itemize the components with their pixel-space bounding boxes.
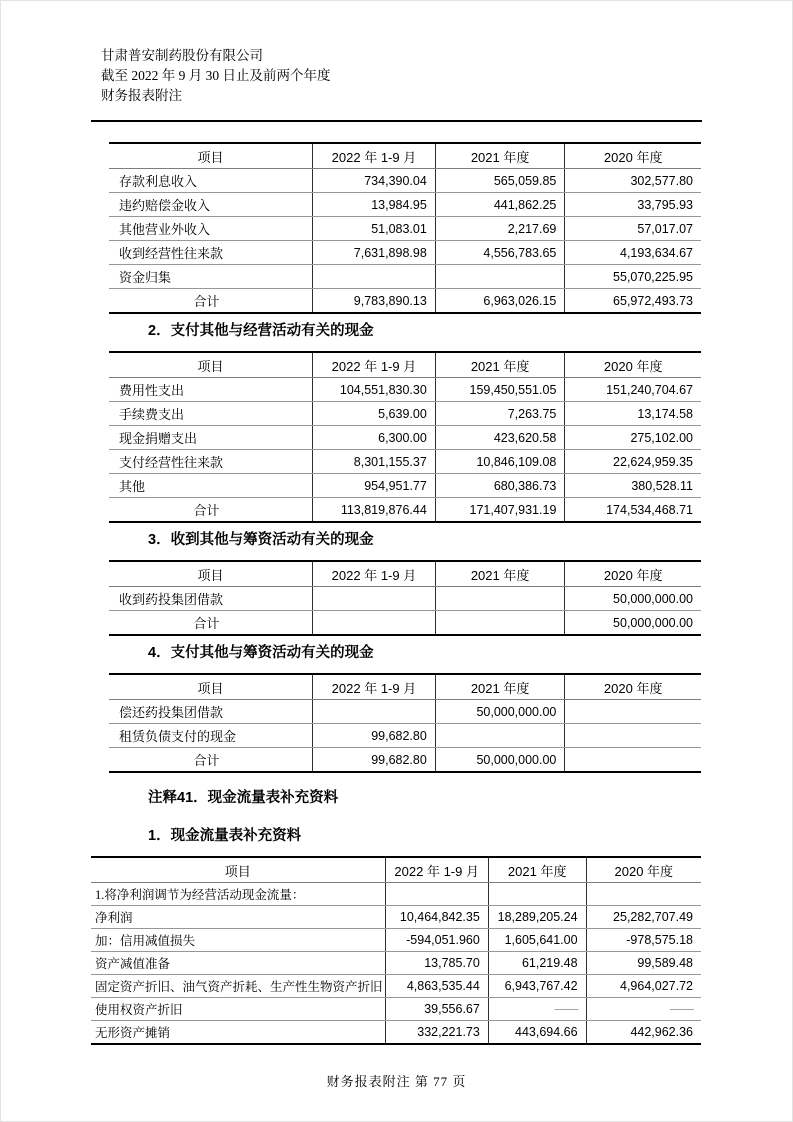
cell-value: 18,289,205.24 [488,906,586,929]
cell-value: —— [488,998,586,1021]
table-row [109,169,701,193]
row-label: 其他营业外收入 [109,217,313,241]
cell-value: 2,217.69 [435,217,565,241]
table-row [91,906,701,929]
cell-value: 7,263.75 [435,402,565,426]
cell-value: 25,282,707.49 [586,906,701,929]
row-label: 合计 [193,503,220,518]
row-label: 合计 [193,753,220,768]
cell-value: 423,620.58 [435,426,565,450]
table-row [109,700,701,724]
row-label: 租赁负债支付的现金 [109,724,313,748]
cell-value: 99,682.80 [313,724,436,748]
period-line: 截至 2022 年 9 月 30 日止及前两个年度 [101,68,331,83]
table-row [91,998,701,1021]
table-header-row [109,143,701,169]
column-header: 项目 [109,561,313,587]
cell-value: 8,301,155.37 [313,450,436,474]
cell-value: 1,605,641.00 [488,929,586,952]
cell-value: 10,464,842.35 [385,906,488,929]
column-header: 2022 年 1-9 月 [313,561,436,587]
column-header: 2022 年 1-9 月 [313,143,436,169]
row-label: 净利润 [91,906,385,929]
row-label: 手续费支出 [109,402,313,426]
cell-value: 174,534,468.71 [565,498,701,523]
section-heading-3: 3．收到其他与筹资活动有关的现金 [148,532,374,548]
cell-value [488,883,586,906]
row-label: 费用性支出 [109,378,313,402]
cell-value: 6,943,767.42 [488,975,586,998]
cell-value: 13,984.95 [313,193,436,217]
cell-value [313,265,436,289]
note41-heading: 注释41．现金流量表补充资料 [148,790,339,806]
cell-value: 99,589.48 [586,952,701,975]
column-header: 项目 [109,143,313,169]
cell-value: 442,962.36 [586,1021,701,1045]
table-row [109,265,701,289]
table-header-row [109,561,701,587]
column-header: 2022 年 1-9 月 [313,674,436,700]
other-operating-cash-received-table [109,142,701,314]
total-row [109,748,701,773]
row-label: 收到经营性往来款 [109,241,313,265]
cash-flow-supplementary-table [91,856,701,1045]
section-heading-2: 2．支付其他与经营活动有关的现金 [148,323,374,339]
cell-value: 5,639.00 [313,402,436,426]
cell-value: 4,863,535.44 [385,975,488,998]
cell-value: 6,300.00 [313,426,436,450]
row-label: 其他 [109,474,313,498]
cell-value: 61,219.48 [488,952,586,975]
cell-value: 99,682.80 [313,748,436,773]
table-row [109,402,701,426]
cell-value: 443,694.66 [488,1021,586,1045]
cell-value: 734,390.04 [313,169,436,193]
cell-value: 51,083.01 [313,217,436,241]
table-row [109,426,701,450]
row-label: 固定资产折旧、油气资产折耗、生产性生物资产折旧 [91,975,385,998]
cell-value: -594,051.960 [385,929,488,952]
cell-value: 680,386.73 [435,474,565,498]
cell-value: 50,000,000.00 [565,587,701,611]
column-header: 2021 年度 [435,352,565,378]
cell-value [435,611,565,636]
cell-value: 954,951.77 [313,474,436,498]
row-label: 合计 [193,294,220,309]
column-header: 项目 [109,352,313,378]
other-financing-cash-paid-table [109,673,701,773]
cell-value: 57,017.07 [565,217,701,241]
table-row [91,929,701,952]
cell-value: 65,972,493.73 [565,289,701,314]
document-header [101,46,702,106]
row-label: 加：信用减值损失 [91,929,385,952]
cell-value: 275,102.00 [565,426,701,450]
column-header: 2020 年度 [565,352,701,378]
cell-value: 33,795.93 [565,193,701,217]
row-label: 现金捐赠支出 [109,426,313,450]
cell-value: 6,963,026.15 [435,289,565,314]
table-row [91,883,701,906]
page-content [1,1,792,1090]
table-row [91,952,701,975]
row-label: 资产减值准备 [91,952,385,975]
column-header: 2021 年度 [435,674,565,700]
cell-value: —— [586,998,701,1021]
column-header: 2021 年度 [435,561,565,587]
cell-value: 332,221.73 [385,1021,488,1045]
table-row [91,975,701,998]
total-row [109,289,701,314]
table-header-row [91,857,701,883]
cell-value: 4,964,027.72 [586,975,701,998]
cell-value [586,883,701,906]
row-label: 资金归集 [109,265,313,289]
table-row [109,724,701,748]
cell-value: 13,174.58 [565,402,701,426]
cell-value: 441,862.25 [435,193,565,217]
cell-value: 50,000,000.00 [435,748,565,773]
cell-value: -978,575.18 [586,929,701,952]
row-label: 支付经营性往来款 [109,450,313,474]
cell-value [435,265,565,289]
header-divider [91,120,702,122]
other-financing-cash-received-table [109,560,701,636]
cell-value: 4,193,634.67 [565,241,701,265]
cell-value: 113,819,876.44 [313,498,436,523]
row-label: 1.将净利润调节为经营活动现金流量： [91,883,385,906]
total-row [109,611,701,636]
table-header-row [109,674,701,700]
company-name: 甘肃普安制药股份有限公司 [101,48,263,63]
column-header: 2020 年度 [565,561,701,587]
section-heading-4: 4．支付其他与筹资活动有关的现金 [148,645,374,661]
column-header: 项目 [91,857,385,883]
table-row [109,241,701,265]
cell-value: 4,556,783.65 [435,241,565,265]
table-row [109,217,701,241]
table-row [109,193,701,217]
document-type: 财务报表附注 [101,88,182,103]
column-header: 2022 年 1-9 月 [313,352,436,378]
other-operating-cash-paid-table [109,351,701,523]
column-header: 2021 年度 [488,857,586,883]
cell-value: 151,240,704.67 [565,378,701,402]
cell-value: 104,551,830.30 [313,378,436,402]
row-label: 违约赔偿金收入 [109,193,313,217]
row-label: 合计 [193,616,220,631]
cell-value [313,611,436,636]
column-header: 2020 年度 [586,857,701,883]
cell-value [565,724,701,748]
row-label: 使用权资产折旧 [91,998,385,1021]
note41-sub-heading-1: 1．现金流量表补充资料 [148,828,302,844]
column-header: 2021 年度 [435,143,565,169]
table-row [91,1021,701,1045]
table-row [109,587,701,611]
total-row [109,498,701,523]
table-row [109,378,701,402]
cell-value: 39,556.67 [385,998,488,1021]
table-header-row [109,352,701,378]
cell-value: 22,624,959.35 [565,450,701,474]
cell-value: 55,070,225.95 [565,265,701,289]
cell-value: 9,783,890.13 [313,289,436,314]
cell-value [385,883,488,906]
cell-value [435,587,565,611]
cell-value: 7,631,898.98 [313,241,436,265]
table-row [109,474,701,498]
cell-value: 50,000,000.00 [435,700,565,724]
cell-value [313,587,436,611]
cell-value: 50,000,000.00 [565,611,701,636]
column-header: 2022 年 1-9 月 [385,857,488,883]
row-label: 偿还药投集团借款 [109,700,313,724]
cell-value: 13,785.70 [385,952,488,975]
column-header: 2020 年度 [565,143,701,169]
column-header: 2020 年度 [565,674,701,700]
column-header: 项目 [109,674,313,700]
cell-value: 380,528.11 [565,474,701,498]
cell-value: 302,577.80 [565,169,701,193]
cell-value [313,700,436,724]
cell-value: 10,846,109.08 [435,450,565,474]
cell-value [565,748,701,773]
cell-value: 171,407,931.19 [435,498,565,523]
table-row [109,450,701,474]
row-label: 无形资产摊销 [95,1026,171,1040]
row-label: 收到药投集团借款 [109,587,313,611]
cell-value [435,724,565,748]
page-footer: 财务报表附注 第 77 页 [326,1074,467,1089]
cell-value [565,700,701,724]
cell-value: 565,059.85 [435,169,565,193]
cell-value: 159,450,551.05 [435,378,565,402]
row-label: 存款利息收入 [109,169,313,193]
